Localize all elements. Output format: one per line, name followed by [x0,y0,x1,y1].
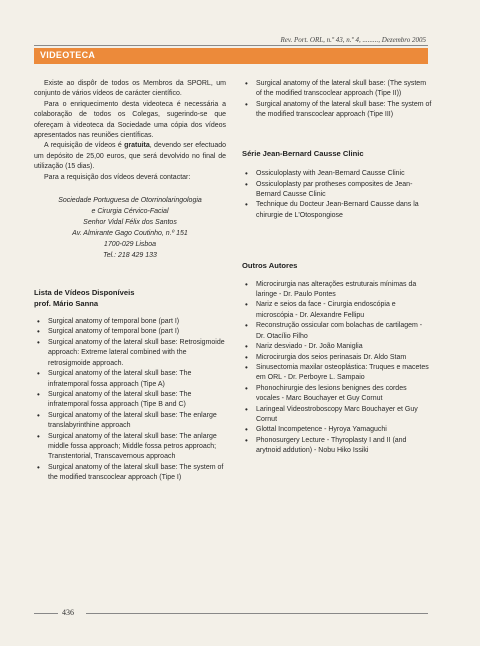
causse-video-list [242,169,432,221]
list-item: • Surgical anatomy of temporal bone (part I) [34,317,226,327]
left-column [34,79,226,484]
list-item: • Surgical anatomy of the lateral skull base: The infratemporal fossa approach (Tipe A) [34,369,226,390]
list-item: • Surgical anatomy of the lateral skull base: Retrosigmoide approach: Extreme lateral combined with the retrosigmoide approach. [34,338,226,369]
address-line: Av. Almirante Gago Coutinho, n.º 151 [72,230,188,238]
sanna-video-list-continued [242,79,432,121]
footer-rule [86,613,428,614]
intro-p3-bold: gratuita [124,142,150,150]
intro-paragraph-3 [34,141,226,172]
address-line: e Cirurgia Cérvico-Facial [91,208,169,216]
journal-header: Rev. Port. ORL, n.º 43, n.º 4, ........., Dezembro 2005 [280,36,426,44]
outros-autores-title: Outros Autores [242,261,298,271]
list-item: • Surgical anatomy of the lateral skull base: The system of the modified transcoclear approach (Tipe III) [242,100,432,121]
section-banner [34,48,428,64]
list-title: Lista de Vídeos Disponíveis [34,288,135,298]
list-item: • Surgical anatomy of the lateral skull base: The enlarge translabyrinthine approach [34,411,226,432]
address-line: 1700-029 Lisboa [103,241,157,249]
page-number: 436 [62,608,74,617]
list-item: • Nariz desviado - Dr. João Maniglia [242,342,432,352]
header-rule [34,45,428,46]
address-line: Tel.: 218 429 133 [103,252,157,260]
list-item: • Nariz e seios da face - Cirurgia endoscópia e microscópia - Dr. Alexandre Fellipu [242,300,432,321]
list-item: • Laringeal Videostroboscopy Marc Bouchayer et Guy Cornut [242,405,432,426]
right-column [242,79,432,457]
list-item: • Technique du Docteur Jean-Bernard Causse dans la chirurgie de L'Otospongiose [242,200,432,221]
list-item: • Surgical anatomy of the lateral skull base: The anlarge middle fossa approach; Middle fossa petros approach; Transtentorial, Transcavernous approach [34,432,226,463]
address-line: Sociedade Portuguesa de Otorrinolaringologia [58,197,202,205]
list-item: • Sinusectomia maxilar osteoplástica: Truques e macetes em ORL - Dr. Perboyre L. Sampaio [242,363,432,384]
intro-p3-b: , devendo ser efectuado um depósito de 25,00 euros, que será devolvido no final de utilização (15 dias). [34,142,226,171]
list-item: • Ossiculoplasty with Jean-Bernard Causse Clinic [242,169,432,179]
list-item: • Surgical anatomy of the lateral skull base: The infratemporal fossa approach (Tipe B and C) [34,390,226,411]
list-item: • Phonosurgery Lecture - Thyroplasty I and II (and arytnoid addution) - Nobu Hiko Issiki [242,436,432,457]
list-author-title: prof. Mário Sanna [34,298,99,308]
address-line: Senhor Vidal Félix dos Santos [83,219,177,227]
section-title: VIDEOTECA [40,50,96,60]
list-item: • Ossiculoplasty par protheses composites de Jean-Bernard Causse Clinic [242,180,432,201]
list-item: • Glottal Incompetence - Hyroya Yamaguchi [242,425,432,435]
list-item: • Microcirurgia dos seios perinasais Dr. Aldo Stam [242,353,432,363]
intro-paragraph-1: Existe ao dispôr de todos os Membros da SPORL, um conjunto de vários vídeos de carácter científico. [34,80,226,98]
outros-video-list [242,280,432,457]
causse-series-title: Série Jean-Bernard Causse Clinic [242,148,364,158]
list-item: • Microcirurgia nas alterações estruturais mínimas da laringe - Dr. Paulo Pontes [242,280,432,301]
intro-p3-a: A requisição de vídeos é [44,142,125,150]
list-item: • Phonochirurgie des lesions benignes des cordes vocales - Marc Bouchayer et Guy Cornut [242,384,432,405]
contact-address [34,195,226,261]
list-item: • Surgical anatomy of the lateral skull base: The system of the modified transcoclear approach (Tipe I) [34,463,226,484]
list-item: • Surgical anatomy of the lateral skull base: (The system of the modified transcoclear approach (Tipe II)) [242,79,432,100]
intro-paragraph-2: Para o enriquecimento desta videoteca é necessária a colaboração de todos os Colegas, sugerindo-se que ofereçam à videoteca da Sociedade uma cópia dos vídeos apresentados nas reuniões científicas. [34,100,226,140]
sanna-video-list [34,317,226,484]
footer-rule [34,613,58,614]
intro-paragraph-4: Para a requisição dos vídeos deverá contactar: [44,173,191,181]
list-item: • Reconstrução ossicular com bolachas de cartilagem - Dr. Otacílio Filho [242,321,432,342]
list-item: • Surgical anatomy of temporal bone (part I) [34,327,226,337]
